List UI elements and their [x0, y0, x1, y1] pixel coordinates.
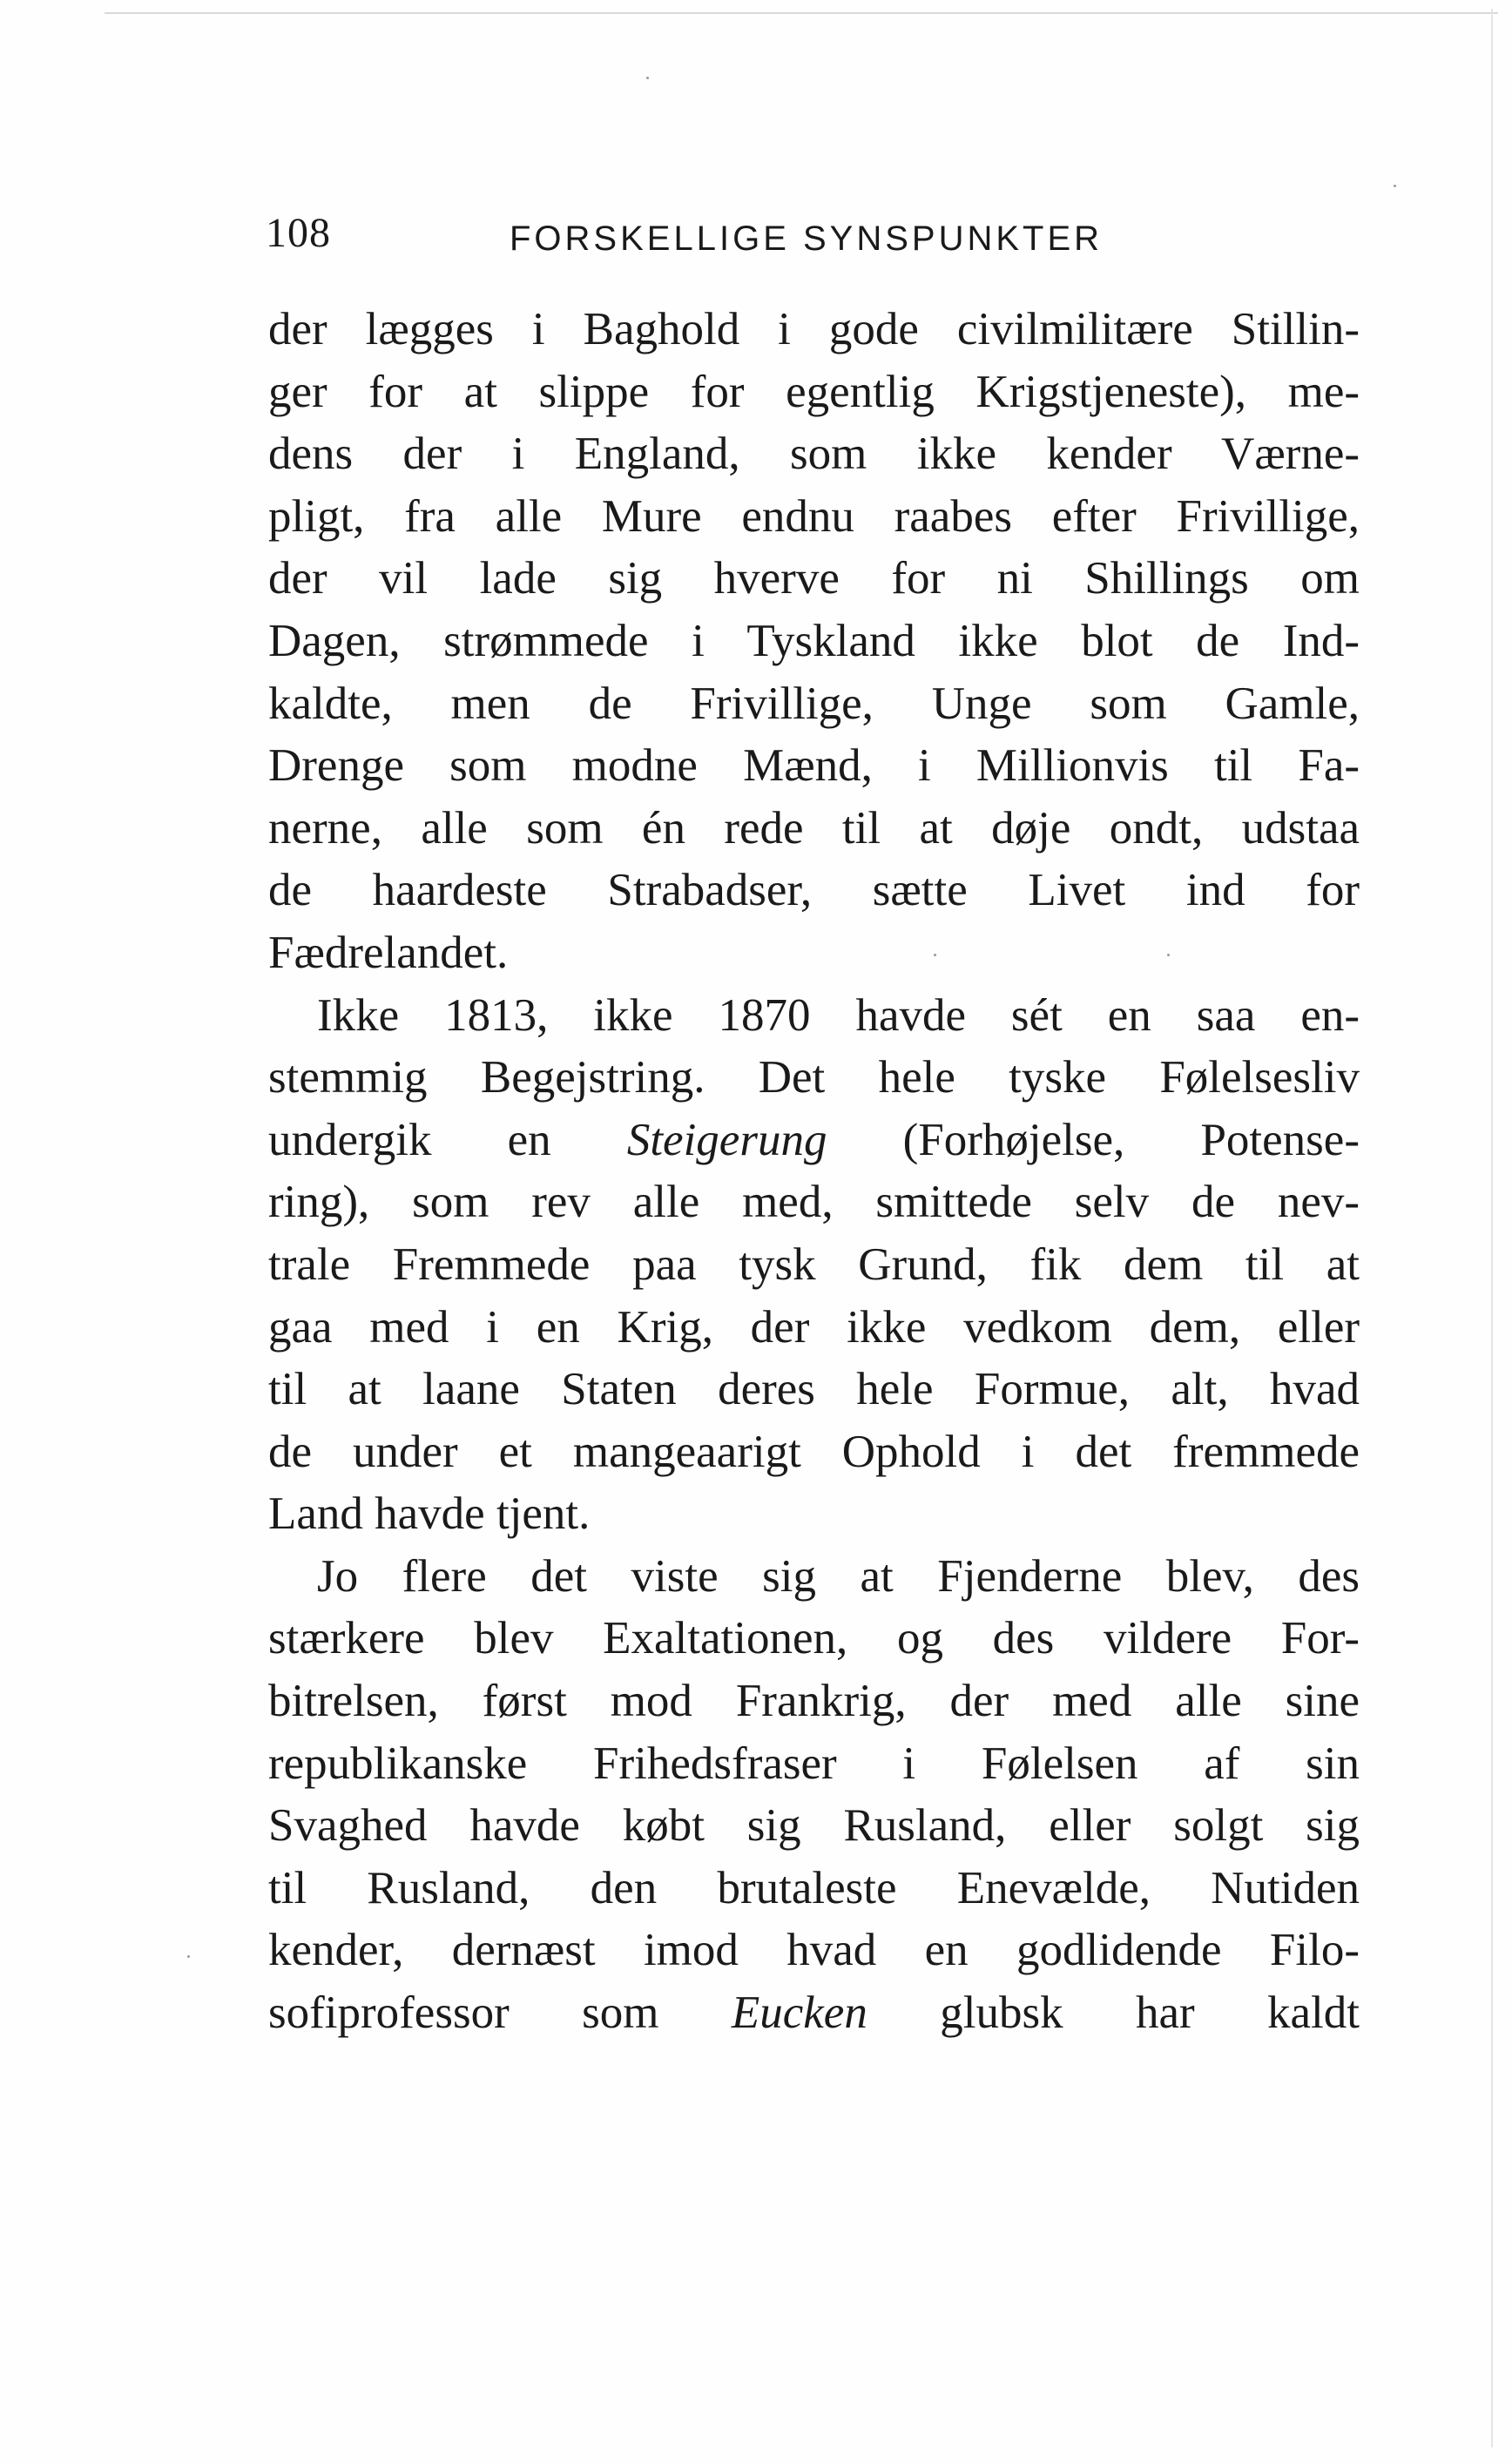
text-line: republikanske Frihedsfraser i Følelsen af sin: [268, 1738, 1360, 1789]
text-segment: undergik en: [268, 1114, 627, 1165]
text-line: dens der i England, som ikke kender Værne-: [268, 428, 1360, 480]
text-line: [268, 1982, 1360, 2045]
text-line: stærkere blev Exaltationen, og des vildere For-: [268, 1613, 1360, 1664]
text-line: kaldte, men de Frivillige, Unge som Gamle,: [268, 678, 1360, 729]
paper-speck: [1394, 185, 1396, 187]
text-line: nerne, alle som én rede til at døje ondt, udstaa: [268, 802, 1360, 854]
page-header: [266, 199, 1363, 268]
italic-term: Steigerung: [626, 1114, 827, 1165]
text-line: der vil lade sig hverve for ni Shillings om: [268, 553, 1360, 604]
text-line: Jo flere det viste sig at Fjenderne blev, des: [317, 1550, 1360, 1602]
text-line: Svaghed havde købt sig Rusland, eller solgt sig: [268, 1800, 1360, 1852]
text-line: trale Fremmede paa tysk Grund, fik dem til at: [268, 1238, 1360, 1290]
text-line: til Rusland, den brutaleste Enevælde, Nutiden: [268, 1862, 1360, 1913]
text-line: Dagen, strømmede i Tyskland ikke blot de Ind-: [268, 615, 1360, 666]
text-line: der lægges i Baghold i gode civilmilitære Stillin-: [268, 304, 1360, 354]
text-line: ger for at slippe for egentlig Krigstjeneste), me-: [268, 366, 1360, 417]
italic-name: Eucken: [731, 1987, 867, 2039]
paper-speck: [934, 954, 936, 956]
page-number: 108: [266, 210, 331, 256]
text-line: stemmig Begejstring. Det hele tyske Følelsesliv: [268, 1052, 1360, 1103]
text-line: bitrelsen, først mod Frankrig, der med alle sine: [268, 1676, 1360, 1727]
running-head: FORSKELLIGE SYNSPUNKTER: [510, 219, 1104, 258]
paper-speck: [646, 77, 649, 79]
paper-speck: [1167, 954, 1170, 956]
text-segment: glubsk har kaldt: [867, 1987, 1360, 2039]
text-line: Drenge som modne Mænd, i Millionvis til Fa-: [268, 740, 1360, 792]
page-top-edge: [105, 12, 1498, 14]
text-line: [268, 1110, 1360, 1172]
text-segment: (Forhøjelse, Potense-: [827, 1114, 1360, 1165]
text-line: gaa med i en Krig, der ikke vedkom dem, eller: [268, 1301, 1360, 1353]
text-line: de under et mangeaarigt Ophold i det fremmede: [268, 1426, 1360, 1477]
text-segment: sofiprofessor som: [268, 1987, 732, 2039]
text-line: pligt, fra alle Mure endnu raabes efter Frivillige,: [268, 490, 1360, 542]
text-line: Fædrelandet.: [268, 927, 509, 978]
text-line: Ikke 1813, ikke 1870 havde sét en saa en-: [317, 989, 1360, 1041]
page-right-edge: [1491, 9, 1493, 2447]
paper-speck: [187, 1955, 190, 1958]
text-line: kender, dernæst imod hvad en godlidende Filo-: [268, 1925, 1360, 1976]
body-text: [268, 299, 1360, 2045]
text-line: de haardeste Strabadser, sætte Livet ind for: [268, 865, 1360, 916]
text-line: til at laane Staten deres hele Formue, alt, hvad: [268, 1364, 1360, 1415]
text-line: Land havde tjent.: [268, 1488, 591, 1540]
text-line: ring), som rev alle med, smittede selv de nev-: [268, 1177, 1360, 1228]
